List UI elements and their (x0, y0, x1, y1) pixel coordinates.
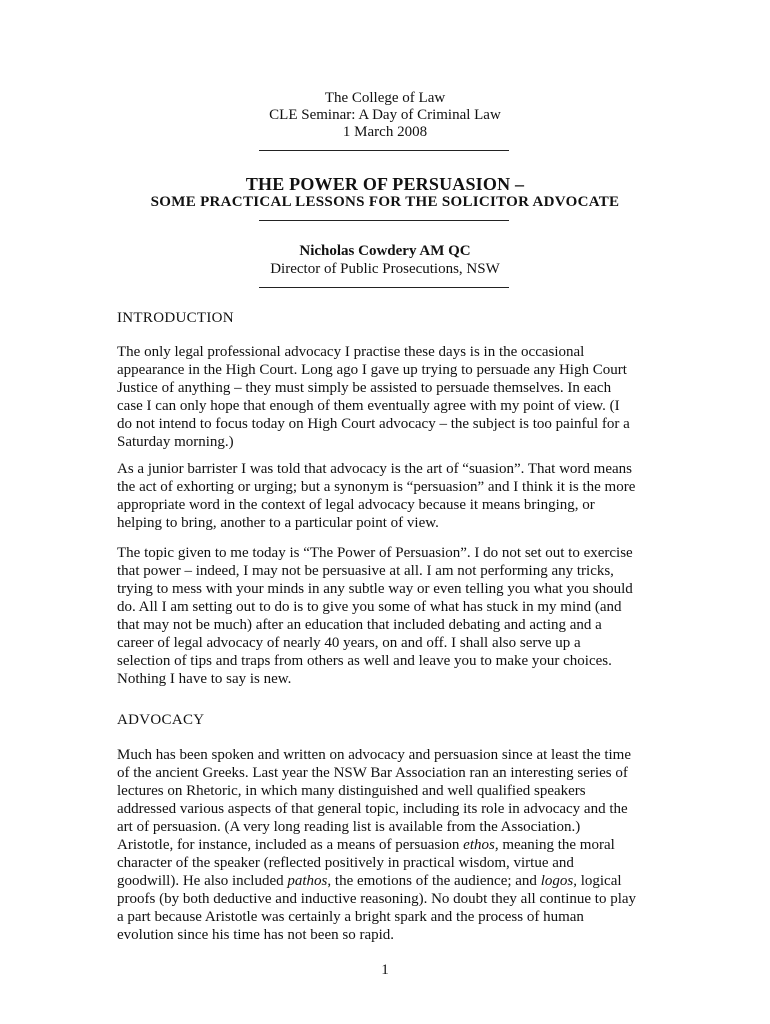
text-line: do. All I am setting out to do is to give you some of what has stuck in my mind (and (117, 599, 622, 615)
divider-rule (259, 150, 509, 151)
paragraph (117, 544, 662, 688)
italic-term-pathos: pathos (287, 873, 328, 889)
text-line: case I can only hope that enough of them eventually agree with my point of view. (I (117, 398, 620, 414)
author-role: Director of Public Prosecutions, NSW (270, 261, 500, 277)
section-heading-advocacy: ADVOCACY (117, 712, 205, 728)
text-line: Saturday morning.) (117, 434, 234, 450)
header-date: 1 March 2008 (342, 124, 428, 140)
header-institution: The College of Law (324, 90, 446, 106)
text-line: The only legal professional advocacy I practise these days is in the occasional (117, 344, 585, 360)
text-line: the act of exhorting or urging; but a synonym is “persuasion” and I think it is the more (117, 479, 636, 495)
header-seminar: CLE Seminar: A Day of Criminal Law (269, 107, 501, 123)
section-heading-introduction: INTRODUCTION (117, 310, 234, 326)
text-line: appropriate word in the context of legal advocacy because it means bringing, or (117, 497, 595, 513)
italic-term-ethos: ethos (463, 837, 495, 853)
text-line: helping to bring, another to a particular point of view. (117, 515, 439, 531)
text-line: trying to mess with your minds in any subtle way or even telling you what you should (117, 581, 633, 597)
text-line: As a junior barrister I was told that advocacy is the art of “suasion”. That word means (117, 461, 632, 477)
divider-rule (259, 220, 509, 221)
paragraph (117, 746, 662, 944)
text-line: of the ancient Greeks. Last year the NSW Bar Association ran an interesting series of (117, 765, 628, 781)
text-line: a part because Aristotle was certainly a bright spark and the process of human (117, 909, 584, 925)
text-line: selection of tips and traps from others as well and leave you to make your choices. (117, 653, 612, 669)
text-line: Aristotle, for instance, included as a means of persuasion ethos, meaning the moral (117, 837, 615, 853)
text-line: goodwill). He also included pathos, the emotions of the audience; and logos, logical (117, 873, 622, 889)
text-line: lectures on Rhetoric, in which many distinguished and well qualified speakers (117, 783, 586, 799)
text-line: evolution since his time has not been so rapid. (117, 927, 395, 943)
italic-term-logos: logos (540, 873, 574, 889)
divider-rule (259, 287, 509, 288)
document-title: THE POWER OF PERSUASION – (245, 174, 525, 194)
text-line: character of the speaker (reflected positively in practical wisdom, virtue and (117, 855, 574, 871)
text-line: proofs (by both deductive and inductive reasoning). No doubt they all continue to play (117, 891, 637, 907)
text-line: Justice of anything – they must simply be assisted to persuade themselves. In each (117, 380, 612, 396)
page-number: 1 (381, 962, 389, 978)
text-line: that power – indeed, I may not be persuasive at all. I am not performing any tricks, (117, 563, 614, 579)
text-line: appearance in the High Court. Long ago I gave up trying to persuade any High Court (117, 362, 627, 378)
paragraph (117, 460, 662, 532)
paragraph (117, 343, 662, 451)
text-line: The topic given to me today is “The Power of Persuasion”. I do not set out to exercise (117, 545, 633, 561)
text-line: career of legal advocacy of nearly 40 years, on and off. I shall also serve up a (117, 635, 581, 651)
text-line: Nothing I have to say is new. (117, 671, 292, 687)
text-line: that may not be much) after an education that included debating and acting and a (117, 617, 602, 633)
document-subtitle: SOME PRACTICAL LESSONS FOR THE SOLICITOR ADVOCATE (150, 194, 620, 210)
text-line: Much has been spoken and written on advocacy and persuasion since at least the time (117, 747, 632, 763)
text-line: art of persuasion. (A very long reading list is available from the Association.) (117, 819, 581, 835)
text-line: do not intend to focus today on High Court advocacy – the subject is too painful for a (117, 416, 630, 432)
text-line: addressed various aspects of that general topic, including its role in advocacy and the (117, 801, 628, 817)
author-name: Nicholas Cowdery AM QC (299, 243, 471, 259)
